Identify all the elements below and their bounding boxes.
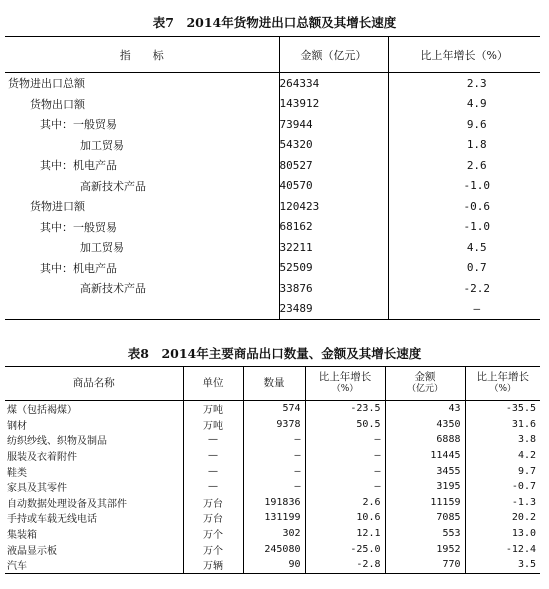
quantity-growth-cell: — <box>305 448 385 464</box>
quantity-growth-cell: — <box>305 463 385 479</box>
table7-row <box>5 155 540 176</box>
amount-cell: 1952 <box>385 541 465 557</box>
table8-header-row <box>5 367 540 401</box>
table7-row <box>5 114 540 135</box>
amount-cell: 143912 <box>279 94 388 115</box>
growth-cell: 1.8 <box>388 135 540 156</box>
table7-row <box>5 73 540 94</box>
quantity-cell: 90 <box>243 557 305 573</box>
amount-growth-cell: 4.2 <box>465 448 540 464</box>
table8-row <box>5 541 540 557</box>
header-line: 比上年增长 <box>318 371 372 383</box>
table8-row <box>5 432 540 448</box>
amount-cell: 11159 <box>385 495 465 511</box>
table8-row <box>5 448 540 464</box>
table8-row <box>5 479 540 495</box>
product-name-cell: 汽车 <box>7 561 27 573</box>
amount-cell: 4350 <box>385 417 465 433</box>
table7-row <box>5 237 540 258</box>
amount-growth-cell: -1.3 <box>465 495 540 511</box>
indicator-label: 货物出口额 <box>30 97 85 111</box>
amount-cell: 3455 <box>385 463 465 479</box>
amount-cell: 3195 <box>385 479 465 495</box>
indicator-label: 加工贸易 <box>80 138 124 152</box>
table7-row <box>5 94 540 115</box>
col-header-product-name: 商品名称 <box>5 367 183 401</box>
quantity-cell: 191836 <box>243 495 305 511</box>
amount-cell: 54320 <box>279 135 388 156</box>
unit-cell: — <box>183 479 243 495</box>
quantity-cell: — <box>243 463 305 479</box>
unit-cell: 万台 <box>183 495 243 511</box>
growth-cell: -1.0 <box>388 217 540 238</box>
col-header-quantity: 数量 <box>243 367 305 401</box>
unit-cell: 万个 <box>183 526 243 542</box>
growth-cell: 4.9 <box>388 94 540 115</box>
growth-cell: -1.0 <box>388 176 540 197</box>
growth-cell: 2.6 <box>388 155 540 176</box>
header-line: 比上年增长 <box>476 371 529 383</box>
quantity-cell: 302 <box>243 526 305 542</box>
quantity-cell: — <box>243 479 305 495</box>
quantity-growth-cell: -23.5 <box>305 401 385 417</box>
growth-cell: — <box>388 299 540 320</box>
quantity-cell: 574 <box>243 401 305 417</box>
quantity-growth-cell: -2.8 <box>305 557 385 573</box>
amount-growth-cell: -35.5 <box>465 401 540 417</box>
product-name-cell: 纺织纱线、织物及制品 <box>7 436 107 448</box>
product-name-cell: 鞋类 <box>7 467 27 479</box>
header-line: 金额 <box>414 371 436 383</box>
amount-growth-cell: -0.7 <box>465 479 540 495</box>
unit-cell: — <box>183 463 243 479</box>
header-line: （亿元） <box>406 384 443 394</box>
amount-growth-cell: 3.5 <box>465 557 540 573</box>
product-name-cell: 液晶显示板 <box>7 545 57 557</box>
product-name-cell: 煤（包括褐煤） <box>7 405 77 417</box>
unit-cell: 万吨 <box>183 417 243 433</box>
table8-title: 表8 2014年主要商品出口数量、金额及其增长速度 <box>127 346 422 361</box>
table8-row <box>5 463 540 479</box>
indicator-label: 其中：一般贸易 <box>40 220 117 234</box>
col-header-amount: 金额（亿元） <box>279 37 388 73</box>
amount-cell: 43 <box>385 401 465 417</box>
amount-cell: 33876 <box>279 278 388 299</box>
amount-cell: 120423 <box>279 196 388 217</box>
amount-growth-cell: 9.7 <box>465 463 540 479</box>
quantity-growth-cell: 2.6 <box>305 495 385 511</box>
amount-growth-cell: -12.4 <box>465 541 540 557</box>
growth-cell: 4.5 <box>388 237 540 258</box>
table8-row <box>5 417 540 433</box>
quantity-growth-cell: -25.0 <box>305 541 385 557</box>
table7-header-row <box>5 37 540 73</box>
amount-growth-cell: 20.2 <box>465 510 540 526</box>
amount-cell: 770 <box>385 557 465 573</box>
quantity-growth-cell: 50.5 <box>305 417 385 433</box>
amount-cell: 40570 <box>279 176 388 197</box>
col-header-quantity-growth <box>305 367 385 401</box>
table7-row <box>5 258 540 279</box>
amount-growth-cell: 13.0 <box>465 526 540 542</box>
quantity-cell: 245080 <box>243 541 305 557</box>
amount-cell: 6888 <box>385 432 465 448</box>
unit-cell: — <box>183 432 243 448</box>
amount-cell: 11445 <box>385 448 465 464</box>
table7-row <box>5 217 540 238</box>
amount-cell: 73944 <box>279 114 388 135</box>
col-header-growth: 比上年增长（%） <box>388 37 540 73</box>
col-header-amount-growth <box>465 367 540 401</box>
table7-row <box>5 176 540 197</box>
amount-growth-cell: 3.8 <box>465 432 540 448</box>
indicator-label: 货物进口额 <box>30 200 85 214</box>
unit-cell: 万辆 <box>183 557 243 573</box>
amount-cell: 68162 <box>279 217 388 238</box>
amount-cell: 23489 <box>279 299 388 320</box>
table7-row <box>5 135 540 156</box>
indicator-label: 其中：机电产品 <box>40 261 117 275</box>
indicator-label <box>5 299 279 320</box>
table8-row <box>5 495 540 511</box>
table8-row <box>5 557 540 573</box>
product-name-cell: 家具及其零件 <box>7 483 67 495</box>
header-line: （%） <box>331 384 359 394</box>
indicator-label: 高新技术产品 <box>80 179 146 193</box>
growth-cell: 2.3 <box>388 73 540 94</box>
amount-cell: 264334 <box>279 73 388 94</box>
amount-growth-cell: 31.6 <box>465 417 540 433</box>
quantity-cell: — <box>243 432 305 448</box>
quantity-growth-cell: — <box>305 432 385 448</box>
table7-title: 表7 2014年货物进出口总额及其增长速度 <box>152 15 397 30</box>
quantity-cell: 9378 <box>243 417 305 433</box>
quantity-growth-cell: 10.6 <box>305 510 385 526</box>
col-header-indicator: 指 标 <box>5 37 279 73</box>
table7 <box>5 36 540 320</box>
amount-cell: 80527 <box>279 155 388 176</box>
indicator-label: 加工贸易 <box>80 241 124 255</box>
indicator-label: 货物进出口总额 <box>8 77 85 91</box>
col-header-amount <box>385 367 465 401</box>
product-name-cell: 钢材 <box>7 420 27 432</box>
amount-cell: 7085 <box>385 510 465 526</box>
growth-cell: -0.6 <box>388 196 540 217</box>
indicator-label: 其中：机电产品 <box>40 159 117 173</box>
quantity-growth-cell: 12.1 <box>305 526 385 542</box>
table7-row <box>5 278 540 299</box>
unit-cell: 万个 <box>183 541 243 557</box>
table8 <box>5 366 540 574</box>
growth-cell: 9.6 <box>388 114 540 135</box>
table7-row <box>5 299 540 320</box>
table7-row <box>5 196 540 217</box>
growth-cell: 0.7 <box>388 258 540 279</box>
amount-cell: 553 <box>385 526 465 542</box>
header-line: （%） <box>489 384 517 394</box>
product-name-cell: 手持或车载无线电话 <box>7 514 97 526</box>
table8-row <box>5 526 540 542</box>
amount-cell: 52509 <box>279 258 388 279</box>
quantity-cell: 131199 <box>243 510 305 526</box>
unit-cell: — <box>183 448 243 464</box>
table8-row <box>5 401 540 417</box>
growth-cell: -2.2 <box>388 278 540 299</box>
product-name-cell: 自动数据处理设备及其部件 <box>7 498 127 510</box>
amount-cell: 32211 <box>279 237 388 258</box>
unit-cell: 万吨 <box>183 401 243 417</box>
product-name-cell: 集装箱 <box>7 530 37 542</box>
quantity-growth-cell: — <box>305 479 385 495</box>
quantity-cell: — <box>243 448 305 464</box>
unit-cell: 万台 <box>183 510 243 526</box>
col-header-unit: 单位 <box>183 367 243 401</box>
product-name-cell: 服装及衣着附件 <box>7 452 77 464</box>
indicator-label: 高新技术产品 <box>80 282 146 296</box>
table8-row <box>5 510 540 526</box>
indicator-label: 其中：一般贸易 <box>40 118 117 132</box>
